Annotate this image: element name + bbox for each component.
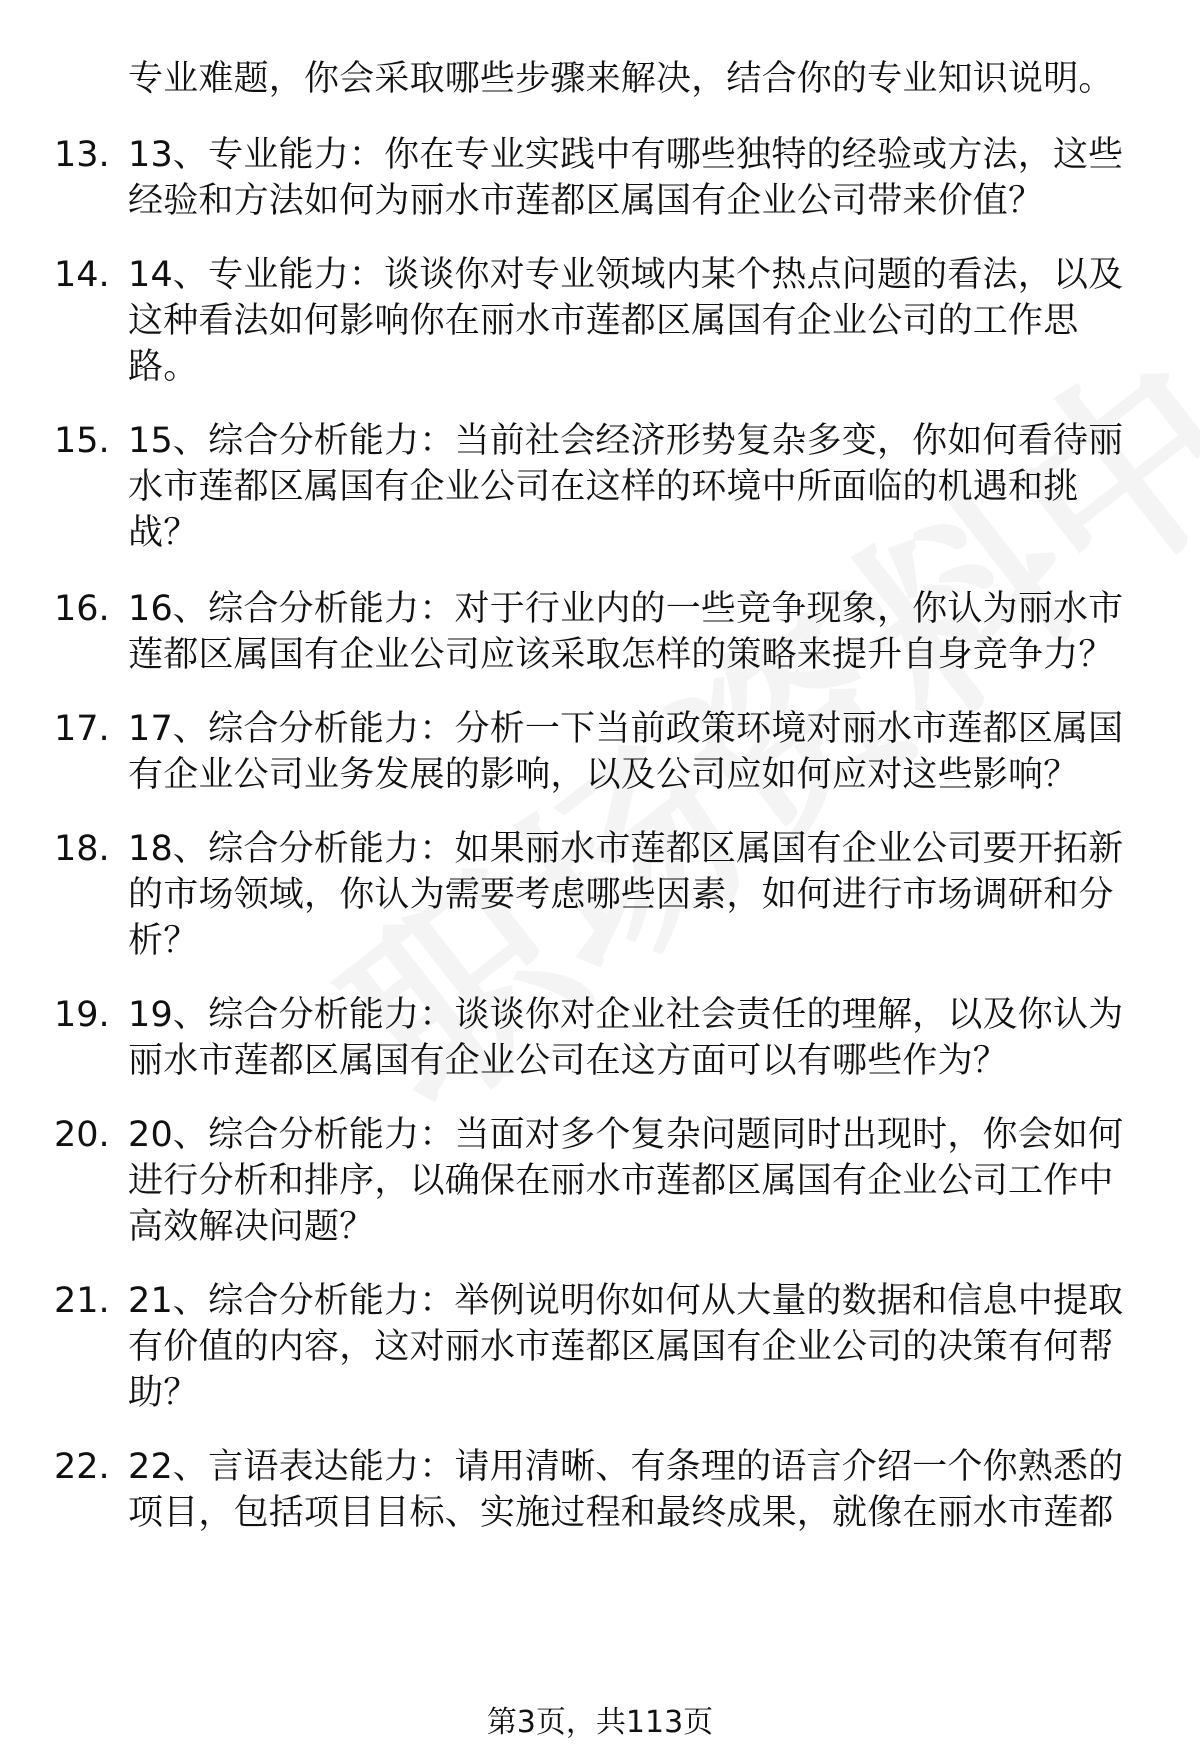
item-line: 析？: [128, 921, 199, 961]
item-line: 18、综合分析能力：如果丽水市莲都区属国有企业公司要开拓新: [128, 829, 1124, 869]
item-line: 助？: [128, 1373, 199, 1413]
item-line: 19、综合分析能力：谈谈你对企业社会责任的理解，以及你认为: [128, 995, 1124, 1035]
item-line: 有企业公司业务发展的影响，以及公司应如何应对这些影响？: [128, 755, 1079, 795]
item-number: 21.: [54, 1281, 110, 1321]
item-line: 经验和方法如何为丽水市莲都区属国有企业公司带来价值？: [128, 181, 1044, 221]
item-line: 水市莲都区属国有企业公司在这样的环境中所面临的机遇和挑: [128, 467, 1079, 507]
item-line: 丽水市莲都区属国有企业公司在这方面可以有哪些作为？: [128, 1041, 1009, 1081]
item-number: 16.: [54, 589, 110, 629]
page-footer: 第3页，共113页: [486, 1705, 714, 1740]
item-line: 莲都区属国有企业公司应该采取怎样的策略来提升自身竞争力？: [128, 635, 1114, 675]
item-number: 14.: [54, 255, 110, 295]
item-line: 路。: [128, 347, 199, 387]
item-line: 20、综合分析能力：当面对多个复杂问题同时出现时，你会如何: [128, 1115, 1124, 1155]
item-line: 16、综合分析能力：对于行业内的一些竞争现象，你认为丽水市: [128, 589, 1124, 629]
item-line: 14、专业能力：谈谈你对专业领域内某个热点问题的看法，以及: [128, 255, 1124, 295]
item-line: 进行分析和排序，以确保在丽水市莲都区属国有企业公司工作中: [128, 1161, 1114, 1201]
item-line: 这种看法如何影响你在丽水市莲都区属国有企业公司的工作思: [128, 301, 1079, 341]
item-line: 有价值的内容，这对丽水市莲都区属国有企业公司的决策有何帮: [128, 1327, 1114, 1367]
item-line: 的市场领域，你认为需要考虑哪些因素，如何进行市场调研和分: [128, 875, 1114, 915]
item-number: 20.: [54, 1115, 110, 1155]
item-number: 18.: [54, 829, 110, 869]
intro-line: 专业难题，你会采取哪些步骤来解决，结合你的专业知识说明。: [128, 59, 1114, 99]
item-number: 17.: [54, 709, 110, 749]
item-line: 22、言语表达能力：请用清晰、有条理的语言介绍一个你熟悉的: [128, 1447, 1124, 1487]
item-line: 15、综合分析能力：当前社会经济形势复杂多变，你如何看待丽: [128, 421, 1124, 461]
item-number: 15.: [54, 421, 110, 461]
item-line: 21、综合分析能力：举例说明你如何从大量的数据和信息中提取: [128, 1281, 1124, 1321]
item-line: 项目，包括项目目标、实施过程和最终成果，就像在丽水市莲都: [128, 1493, 1114, 1533]
item-number: 22.: [54, 1447, 110, 1487]
item-line: 高效解决问题？: [128, 1207, 375, 1247]
item-line: 战？: [128, 513, 199, 553]
item-line: 17、综合分析能力：分析一下当前政策环境对丽水市莲都区属国: [128, 709, 1124, 749]
item-number: 19.: [54, 995, 110, 1035]
item-line: 13、专业能力：你在专业实践中有哪些独特的经验或方法，这些: [128, 135, 1124, 175]
item-number: 13.: [54, 135, 110, 175]
